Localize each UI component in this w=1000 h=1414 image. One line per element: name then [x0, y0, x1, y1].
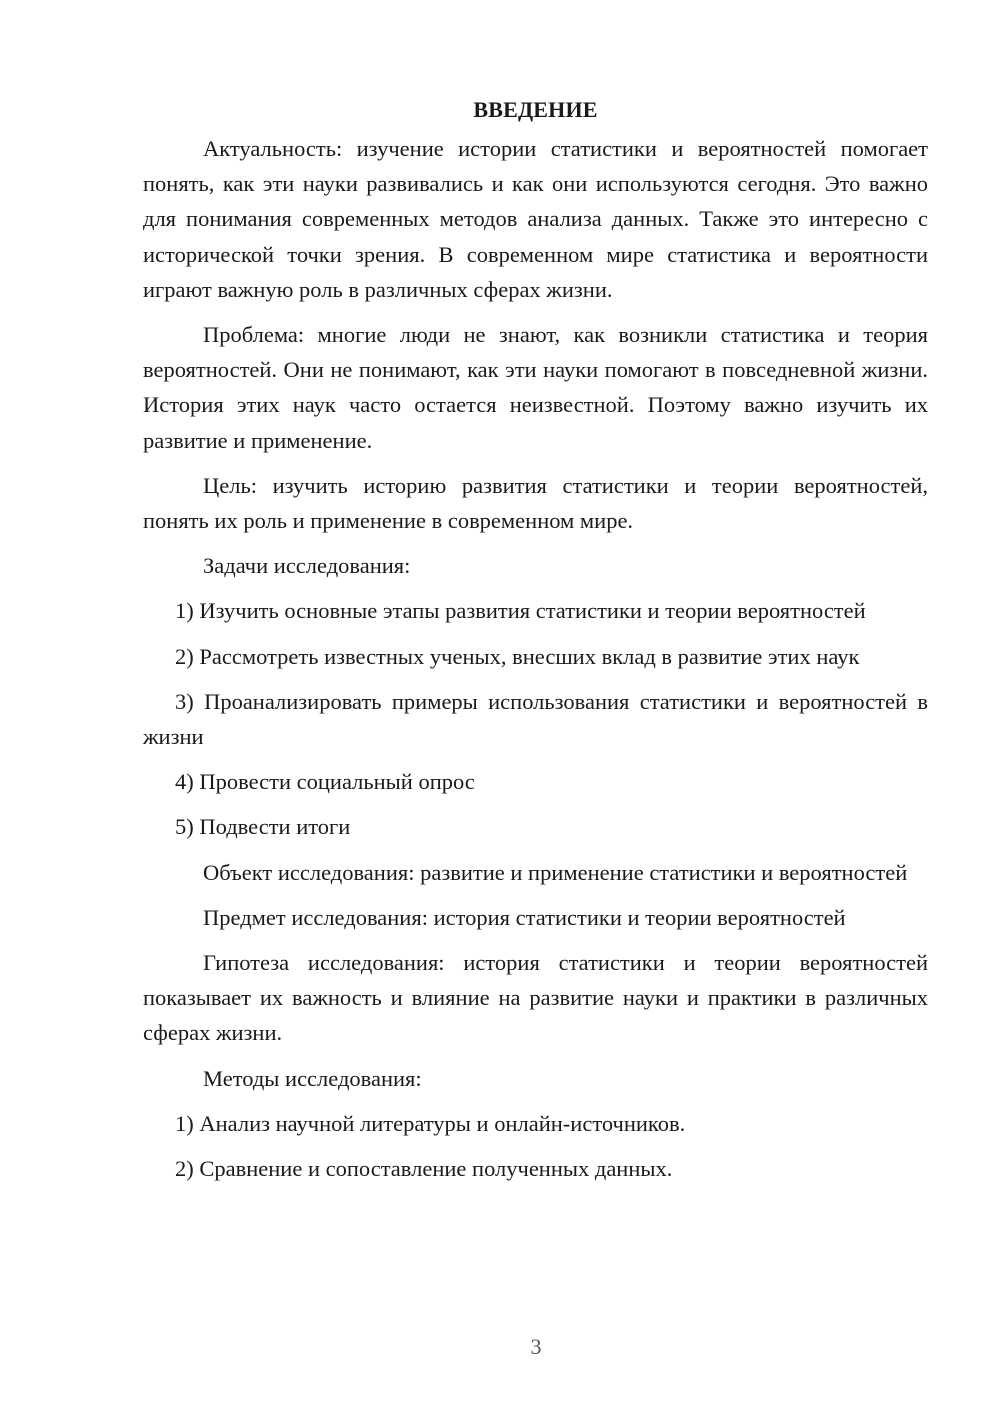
problem-paragraph: Проблема: многие люди не знают, как возникли статистика и теория вероятностей. Они не понимают, как эти науки помогают в повседневной жизни. История этих наук часто остается неизвестной. Поэтому важно изучить их развитие и применение. — [143, 322, 928, 453]
task-item-2: 2) Рассмотреть известных ученых, внесших вклад в развитие этих наук — [175, 643, 860, 669]
document-page — [143, 92, 928, 1196]
task-item-5: 5) Подвести итоги — [175, 814, 351, 840]
page-number: 3 — [530, 1334, 542, 1359]
goal-paragraph: Цель: изучить историю развития статистики и теории вероятностей, понять их роль и применение в современном мире. — [143, 472, 928, 534]
relevance-paragraph: Актуальность: изучение истории статистики и вероятностей помогает понять, как эти науки развивались и как они используются сегодня. Это важно для понимания современных методов анализа данных. Также это интересно с исторической точки зрения. В современном мире статистика и вероятности играют важную роль в различных сферах жизни. — [143, 136, 928, 302]
method-item-1: 1) Анализ научной литературы и онлайн-источников. — [175, 1110, 686, 1136]
tasks-heading: Задачи исследования: — [203, 553, 411, 579]
task-item-3: 3) Проанализировать примеры использования статистики и вероятностей в жизни — [143, 688, 928, 750]
hypothesis-paragraph: Гипотеза исследования: история статистики и теории вероятностей показывает их важность и влияние на развитие науки и практики в различных сферах жизни. — [143, 950, 928, 1046]
method-item-2: 2) Сравнение и сопоставление полученных данных. — [175, 1156, 673, 1182]
methods-heading: Методы исследования: — [203, 1065, 422, 1091]
object-paragraph: Объект исследования: развитие и применение статистики и вероятностей — [203, 859, 908, 885]
subject-paragraph: Предмет исследования: история статистики и теории вероятностей — [203, 904, 846, 930]
task-item-4: 4) Провести социальный опрос — [175, 769, 475, 795]
page-title: ВВЕДЕНИЕ — [473, 97, 598, 122]
task-item-1: 1) Изучить основные этапы развития статистики и теории вероятностей — [175, 598, 866, 624]
